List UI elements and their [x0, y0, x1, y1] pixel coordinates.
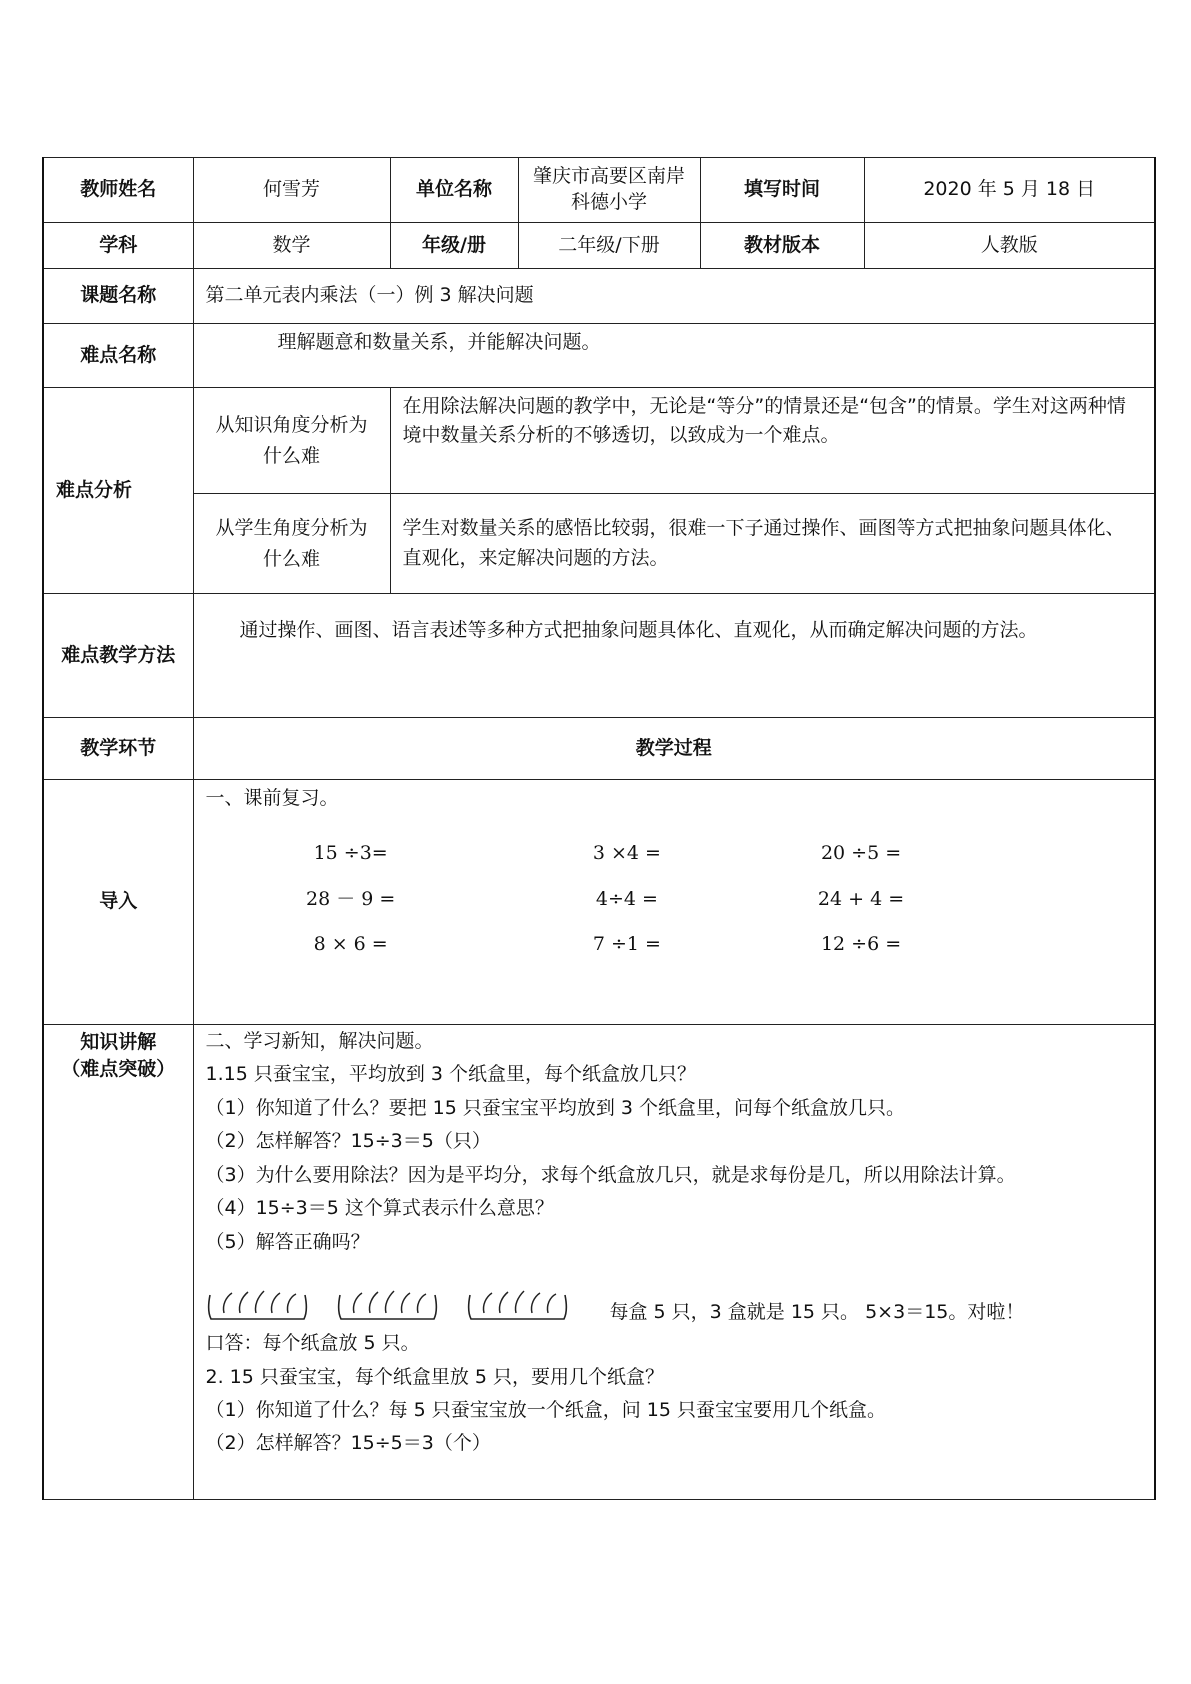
exercise-item: 15 ÷3= [313, 842, 388, 865]
silkworm-box-drawing [206, 1281, 310, 1325]
teacher-label: 教师姓名 [43, 158, 193, 223]
grade-label: 年级/册 [390, 223, 518, 269]
difficulty-value: 理解题意和数量关系，并能解决问题。 [193, 324, 1155, 388]
knowledge-label-line2: （难点突破） [61, 1057, 176, 1080]
header-row-1 [43, 158, 1155, 223]
analysis-label: 难点分析 [43, 388, 193, 594]
knowledge-angle-value: 在用除法解决问题的教学中，无论是“等分”的情景还是“包含”的情景。学生对这两种情境中数量关系分析的不够透切，以致成为一个难点。 [390, 388, 1155, 494]
analysis-knowledge-row [43, 388, 1155, 494]
exercise-item: 20 ÷5 = [820, 842, 902, 865]
intro-label: 导入 [43, 780, 193, 1025]
difficulty-row [43, 324, 1155, 388]
teacher-value: 何雪芳 [193, 158, 390, 223]
intro-title: 一、课前复习。 [205, 787, 339, 809]
question-1-line: （2）怎样解答？15÷3＝5（只） [205, 1130, 491, 1153]
question-2-line: （2）怎样解答？15÷5＝3（个） [205, 1432, 491, 1455]
exercise-item: 3 ×4 = [592, 842, 661, 865]
knowledge-label [43, 1025, 193, 1500]
question-1-line: （5）解答正确吗？ [205, 1230, 370, 1253]
silkworm-box-drawing [336, 1281, 440, 1325]
exercise-row [206, 922, 1143, 967]
analysis-student-row [43, 494, 1155, 594]
review-exercise-grid [206, 831, 1143, 967]
check-text: 每盒 5 只，3 盒就是 15 只。 5×3＝15。对啦！ [609, 1301, 1025, 1324]
header-row-2 [43, 223, 1155, 269]
box-drawing-row [206, 1267, 1143, 1325]
fill-time-label: 填写时间 [700, 158, 864, 223]
topic-value: 第二单元表内乘法（一）例 3 解决问题 [193, 269, 1155, 324]
silkworm-box-drawing [466, 1281, 570, 1325]
student-angle-label: 从学生角度分析为什么难 [193, 494, 390, 594]
process-label: 教学过程 [193, 718, 1155, 780]
process-header-row [43, 718, 1155, 780]
exercise-item: 7 ÷1 = [592, 933, 661, 956]
knowledge-angle-label: 从知识角度分析为什么难 [193, 388, 390, 494]
lesson-plan-table [42, 157, 1156, 1500]
difficulty-label: 难点名称 [43, 324, 193, 388]
exercise-item: 24 + 4 = [817, 887, 905, 910]
exercise-row [206, 877, 1143, 922]
step-label: 教学环节 [43, 718, 193, 780]
exercise-item: 28 － 9 = [306, 887, 396, 910]
question-2-line: （1）你知道了什么？每 5 只蚕宝宝放一个纸盒，问 15 只蚕宝宝要用几个纸盒。 [205, 1398, 887, 1421]
intro-row [43, 780, 1155, 1025]
unit-value: 肇庆市高要区南岸科德小学 [518, 158, 700, 223]
knowledge-label-line1: 知识讲解 [80, 1031, 157, 1053]
question-1-line: （3）为什么要用除法？因为是平均分，求每个纸盒放几只，就是求每份是几，所以用除法计算。 [205, 1163, 1016, 1186]
student-angle-value: 学生对数量关系的感悟比较弱，很难一下子通过操作、画图等方式把抽象问题具体化、直观化，来定解决问题的方法。 [390, 494, 1155, 594]
question-1: 1.15 只蚕宝宝，平均放到 3 个纸盒里，每个纸盒放几只？ [205, 1063, 697, 1086]
knowledge-row [43, 1025, 1155, 1500]
unit-label: 单位名称 [390, 158, 518, 223]
topic-row [43, 269, 1155, 324]
intro-content [193, 780, 1155, 1025]
textbook-value: 人教版 [864, 223, 1155, 269]
exercise-item: 12 ÷6 = [820, 933, 902, 956]
grade-value: 二年级/下册 [518, 223, 700, 269]
subject-value: 数学 [193, 223, 390, 269]
method-label: 难点教学方法 [43, 594, 193, 718]
method-row [43, 594, 1155, 718]
exercise-row [206, 831, 1143, 876]
exercise-item: 4÷4 = [595, 887, 658, 910]
question-1-line: （1）你知道了什么？要把 15 只蚕宝宝平均放到 3 个纸盒里，问每个纸盒放几只。 [205, 1096, 906, 1119]
knowledge-title: 二、学习新知，解决问题。 [205, 1030, 434, 1052]
knowledge-content [193, 1025, 1155, 1500]
topic-label: 课题名称 [43, 269, 193, 324]
textbook-label: 教材版本 [700, 223, 864, 269]
exercise-item: 8 × 6 = [313, 933, 388, 956]
answer-1: 口答：每个纸盒放 5 只。 [205, 1332, 420, 1355]
question-2: 2. 15 只蚕宝宝，每个纸盒里放 5 只，要用几个纸盒？ [205, 1365, 665, 1388]
fill-time-value: 2020 年 5 月 18 日 [864, 158, 1155, 223]
question-1-line: （4）15÷3＝5 这个算式表示什么意思？ [205, 1197, 554, 1220]
subject-label: 学科 [43, 223, 193, 269]
method-value: 通过操作、画图、语言表述等多种方式把抽象问题具体化、直观化，从而确定解决问题的方法。 [193, 594, 1155, 718]
